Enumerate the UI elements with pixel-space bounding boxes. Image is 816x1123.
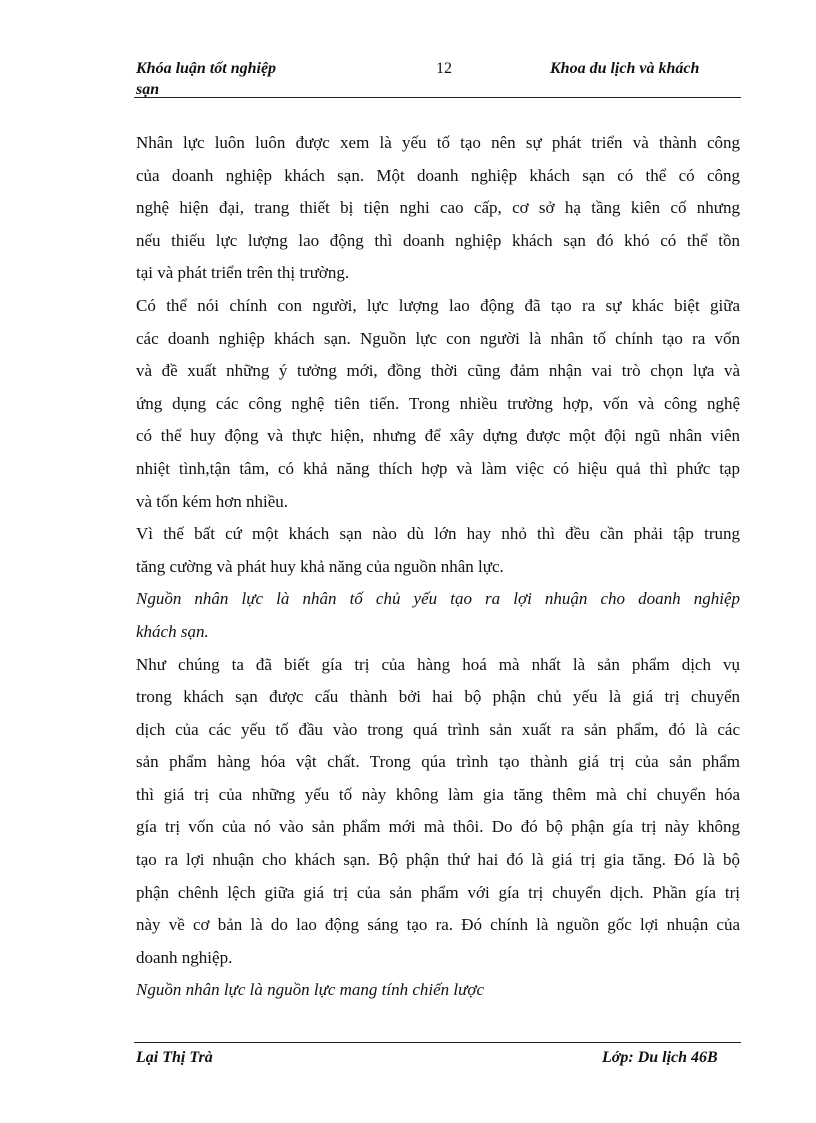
body-line: Như chúng ta đã biết gía trị của hàng hoá mà nhất là sản phẩm dịch vụ	[136, 654, 740, 674]
footer-author: Lại Thị Trà	[136, 1049, 213, 1066]
body-line: thì giá trị của những yếu tố này không làm gia tăng thêm mà chỉ chuyển hóa	[136, 784, 740, 804]
footer-class: Lớp: Du lịch 46B	[602, 1049, 718, 1066]
header-left	[136, 58, 316, 100]
footer-rule	[134, 1042, 741, 1043]
body-line: và tốn kém hơn nhiều.	[136, 491, 289, 511]
body-line-italic: Nguồn nhân lực là nhân tố chủ yếu tạo ra lợi nhuận cho doanh nghiệp	[136, 589, 740, 609]
body-line: nhiệt tình,tận tâm, có khả năng thích hợp và làm việc có hiệu quả thì phức tạp	[136, 458, 740, 478]
body-line: tạo ra lợi nhuận cho khách sạn. Bộ phận thứ hai đó là giá trị gia tăng. Đó là bộ	[136, 850, 740, 870]
body-line: và đề xuất những ý tưởng mới, đồng thời cũng đảm nhận vai trò chọn lựa và	[136, 361, 740, 381]
header-right: Khoa du lịch và khách	[550, 60, 700, 77]
body-line: trong khách sạn được cấu thành bởi hai bộ phận chủ yếu là giá trị chuyển	[136, 687, 740, 707]
body-line: các doanh nghiệp khách sạn. Nguồn lực con người là nhân tố chính tạo ra vốn	[136, 328, 740, 348]
body-line: tại và phát triển trên thị trường.	[136, 263, 350, 283]
body-line-italic: Nguồn nhân lực là nguồn lực mang tính chiến lược	[136, 980, 485, 1000]
body-line: sản phẩm hàng hóa vật chất. Trong qúa trình tạo thành giá trị của sản phẩm	[136, 752, 740, 772]
body-line: Nhân lực luôn luôn được xem là yếu tố tạo nên sự phát triển và thành công	[136, 133, 740, 152]
body-line: Có thể nói chính con người, lực lượng lao động đã tạo ra sự khác biệt giữa	[136, 295, 740, 315]
body-line: Vì thế bất cứ một khách sạn nào dù lớn hay nhỏ thì đều cần phải tập trung	[136, 524, 740, 544]
body-line: nghệ hiện đại, trang thiết bị tiện nghi cao cấp, cơ sở hạ tầng kiên cố nhưng	[136, 198, 740, 218]
document-body	[136, 127, 740, 1007]
header-left-line1: Khóa luận tốt nghiệp	[136, 60, 277, 77]
body-line: phận chênh lệch giữa giá trị của sản phẩm với gía trị chuyển dịch. Phần gía trị	[136, 882, 740, 902]
body-line: tăng cường và phát huy khả năng của nguồn nhân lực.	[136, 556, 504, 576]
body-line: gía trị vốn của nó vào sản phẩm mới mà thôi. Do đó bộ phận gía trị này không	[136, 817, 740, 837]
header-left-line2: sạn	[136, 81, 160, 98]
page-number: 12	[436, 60, 452, 77]
header-rule	[134, 97, 741, 98]
body-line: nếu thiếu lực lượng lao động thì doanh nghiệp khách sạn đó khó có thể tồn	[136, 230, 740, 250]
body-line: doanh nghiệp.	[136, 947, 233, 967]
body-line: này về cơ bản là do lao động sáng tạo ra. Đó chính là nguồn gốc lợi nhuận của	[136, 915, 740, 935]
body-line: ứng dụng các công nghệ tiên tiến. Trong nhiều trường hợp, vốn và công nghệ	[136, 393, 740, 413]
body-line: có thể huy động và thực hiện, nhưng để xây dựng được một đội ngũ nhân viên	[136, 426, 740, 446]
body-line: dịch của các yếu tố đầu vào trong quá trình sản xuất ra sản phẩm, đó là các	[136, 719, 740, 739]
body-line: của doanh nghiệp khách sạn. Một doanh nghiệp khách sạn có thể có công	[136, 165, 740, 185]
body-line-italic: khách sạn.	[136, 621, 209, 641]
